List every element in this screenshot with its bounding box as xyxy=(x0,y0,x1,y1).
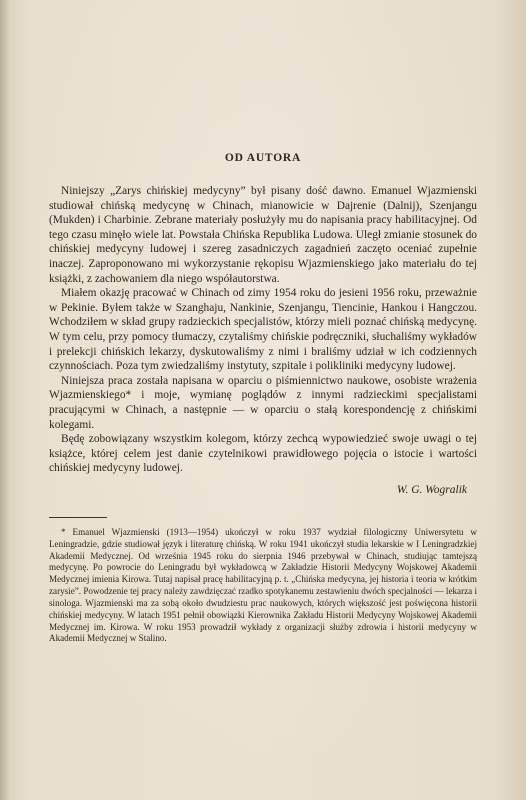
paragraph: Miałem okazję pracować w Chinach od zimy 1954 roku do jesieni 1956 roku, przeważnie w Pekinie. Byłem także w Szanghaju, Nankinie, Szenjangu, Tiencinie, Hankou i Hangczou. Wchodziłem w skład grupy radzieckich specjalistów, którzy mieli poznać chińską medycynę. W tym celu, przy pomocy tłumaczy, czytaliśmy chińskie podręczniki, słuchaliśmy wykładów i prelekcji chińskich lekarzy, dyskutowaliśmy z nimi i braliśmy udział w ich codziennych czynnościach. Poza tym zwiedzaliśmy instytuty, szpitale i polikliniki medycyny ludowej. xyxy=(49,287,477,373)
paragraph: Niniejsza praca została napisana w oparciu o piśmiennictwo naukowe, osobiste wrażenia Wjazmienskiego* i moje, wymianę poglądów z innymi radzieckimi specjalistami pracującymi w Chinach, a następnie — w oparciu o stałą korespondencję z chińskimi kolegami. xyxy=(49,374,477,431)
paragraph: Będę zobowiązany wszystkim kolegom, którzy zechcą wypowiedzieć swoje uwagi o tej książce, której celem jest danie czytelnikowi prawidłowego pojęcia o istocie i wartości chińskiej medycyny ludowej. xyxy=(49,433,477,475)
main-text xyxy=(49,184,477,476)
section-heading: OD AUTORA xyxy=(224,152,302,164)
paragraph: Niniejszy „Zarys chińskiej medycyny” był pisany dość dawno. Emanuel Wjazmienski studiował chińską medycynę w Chinach, mianowicie w Dajrenie (Dalnij), Szenjangu (Mukden) i Charbinie. Zebrane materiały posłużyły mu do napisania pracy habilitacyjnej. Od tego czasu minęło wiele lat. Powstała Chińska Republika Ludowa. Uległ zmianie stosunek do chińskiej medycyny ludowej i szereg zasadniczych zagadnień zaczęto oceniać zupełnie inaczej. Zaproponowano mi wykorzystanie rękopisu Wjazmienskiego jako materiału do tej książki, z zachowaniem dla niego współautorstwa. xyxy=(49,185,477,285)
author-signature: W. G. Wogralik xyxy=(396,483,467,496)
page-content xyxy=(49,152,477,645)
footnote: * Emanuel Wjazmienski (1913—1954) ukończył w roku 1937 wydział filologiczny Uniwersytetu w Leningradzie, gdzie studiował język i literaturę chińską. W roku 1941 ukończył studia lekarskie w I Leningradzkiej Akademii Medycznej. Od września 1945 roku do sierpnia 1946 przebywał w Chinach, studiując tamtejszą medycynę. Po powrocie do Leningradu był wykładowcą w Zakładzie Historii Medycyny Wojskowej Akademii Medycznej imienia Kirowa. Tutaj napisał pracę habilitacyjną p. t. „Chińska medycyna, jej historia i teoria w krótkim zarysie”. Powodzenie tej pracy należy zawdzięczać rzadko spotykanemu zestawieniu dwóch specjalności — lekarza i sinologa. Wjazmienski ma za sobą około dwudziestu prac naukowych, których większość jest poświęcona historii chińskiej medycyny. W latach 1951 pełnił obowiązki Kierownika Zakładu Historii Medycyny Wojskowej Akademii Medycznej im. Kirowa. W roku 1953 prowadził wykłady z organizacji służby zdrowia i historii medycyny w Akademii Medycznej w Stalino. xyxy=(49,526,477,644)
footnote-divider xyxy=(49,517,107,518)
